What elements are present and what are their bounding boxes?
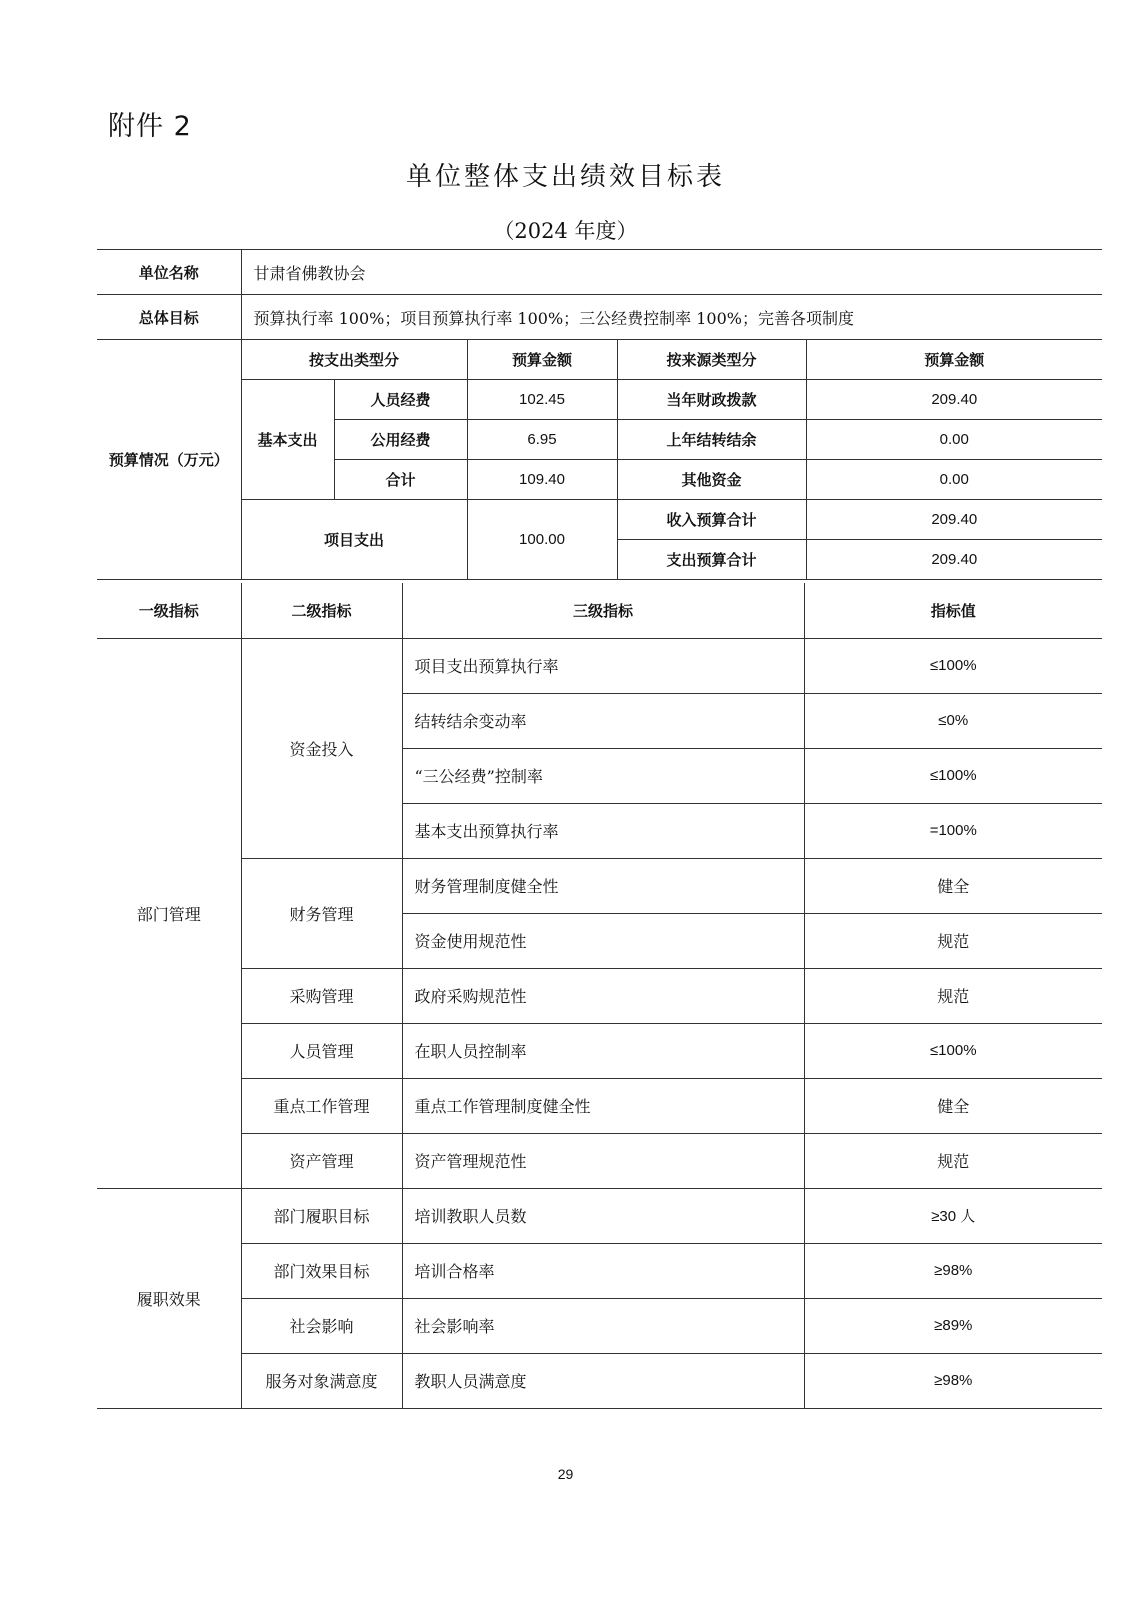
budget-label: 预算情况（万元） xyxy=(97,340,241,580)
level-3-cell: 社会影响率 xyxy=(402,1298,804,1353)
level-2-cell: 部门履职目标 xyxy=(241,1188,402,1243)
project-expense-value: 100.00 xyxy=(467,500,617,580)
indicator-row xyxy=(97,1353,1102,1408)
income-total-value: 209.40 xyxy=(806,500,1102,540)
indicator-row xyxy=(97,968,1102,1023)
indicator-row xyxy=(97,1078,1102,1133)
indicator-row xyxy=(97,1243,1102,1298)
level-3-cell: 资金使用规范性 xyxy=(402,913,804,968)
indicator-row xyxy=(97,638,1102,693)
level-2-cell: 社会影响 xyxy=(241,1298,402,1353)
indicator-row xyxy=(97,858,1102,913)
level-3-cell: 结转结余变动率 xyxy=(402,693,804,748)
level-3-cell: 培训教职人员数 xyxy=(402,1188,804,1243)
header-by-source: 按来源类型分 xyxy=(617,340,806,380)
header-level-1: 一级指标 xyxy=(97,583,241,638)
indicator-value: 健全 xyxy=(804,1078,1102,1133)
header-value: 指标值 xyxy=(804,583,1102,638)
indicator-value: ≤100% xyxy=(804,1023,1102,1078)
indicator-row xyxy=(97,1298,1102,1353)
level-3-cell: “三公经费”控制率 xyxy=(402,748,804,803)
goal-label: 总体目标 xyxy=(97,295,241,340)
level-2-cell: 财务管理 xyxy=(241,858,402,968)
budget-row xyxy=(97,380,1102,420)
level-2-cell: 部门效果目标 xyxy=(241,1243,402,1298)
header-level-2: 二级指标 xyxy=(241,583,402,638)
level-2-cell: 服务对象满意度 xyxy=(241,1353,402,1408)
level-2-cell: 人员管理 xyxy=(241,1023,402,1078)
indicator-row xyxy=(97,1023,1102,1078)
source-3-label: 其他资金 xyxy=(617,460,806,500)
indicator-value: 规范 xyxy=(804,1133,1102,1188)
indicator-value: 健全 xyxy=(804,858,1102,913)
indicator-row xyxy=(97,1188,1102,1243)
level-3-cell: 在职人员控制率 xyxy=(402,1023,804,1078)
page-title: 单位整体支出绩效目标表 xyxy=(405,162,725,192)
goal-row xyxy=(97,295,1102,340)
subtotal-label: 合计 xyxy=(334,460,467,500)
indicator-header-row xyxy=(97,583,1102,638)
indicator-row xyxy=(97,1133,1102,1188)
indicator-value: ≥89% xyxy=(804,1298,1102,1353)
level-3-cell: 财务管理制度健全性 xyxy=(402,858,804,913)
source-1-value: 209.40 xyxy=(806,380,1102,420)
basic-expense-label: 基本支出 xyxy=(241,380,334,500)
indicator-value: ≤100% xyxy=(804,748,1102,803)
goal-value: 预算执行率 100%；项目预算执行率 100%；三公经费控制率 100%；完善各项制度 xyxy=(241,295,1102,340)
public-label: 公用经费 xyxy=(334,420,467,460)
indicator-table xyxy=(97,583,1102,1409)
level-3-cell: 教职人员满意度 xyxy=(402,1353,804,1408)
expense-total-label: 支出预算合计 xyxy=(617,540,806,580)
personnel-label: 人员经费 xyxy=(334,380,467,420)
indicator-value: 规范 xyxy=(804,968,1102,1023)
year-subtitle: （2024 年度） xyxy=(493,219,638,243)
level-2-cell: 资产管理 xyxy=(241,1133,402,1188)
income-total-label: 收入预算合计 xyxy=(617,500,806,540)
header-level-3: 三级指标 xyxy=(402,583,804,638)
unit-value: 甘肃省佛教协会 xyxy=(241,250,1102,295)
level-3-cell: 项目支出预算执行率 xyxy=(402,638,804,693)
subtotal-value: 109.40 xyxy=(467,460,617,500)
attachment-label: 附件 2 xyxy=(108,111,192,142)
indicator-value: =100% xyxy=(804,803,1102,858)
budget-table xyxy=(97,249,1102,580)
level-1-dept-mgmt: 部门管理 xyxy=(97,638,241,1188)
level-1-performance: 履职效果 xyxy=(97,1188,241,1408)
unit-row xyxy=(97,250,1102,295)
level-3-cell: 重点工作管理制度健全性 xyxy=(402,1078,804,1133)
budget-header-row xyxy=(97,340,1102,380)
expense-total-value: 209.40 xyxy=(806,540,1102,580)
indicator-value: ≤0% xyxy=(804,693,1102,748)
indicator-value: ≤100% xyxy=(804,638,1102,693)
level-3-cell: 基本支出预算执行率 xyxy=(402,803,804,858)
level-3-cell: 资产管理规范性 xyxy=(402,1133,804,1188)
personnel-value: 102.45 xyxy=(467,380,617,420)
indicator-value: ≥30 人 xyxy=(804,1188,1102,1243)
source-3-value: 0.00 xyxy=(806,460,1102,500)
indicator-value: ≥98% xyxy=(804,1353,1102,1408)
level-3-cell: 政府采购规范性 xyxy=(402,968,804,1023)
budget-row xyxy=(97,500,1102,540)
source-1-label: 当年财政拨款 xyxy=(617,380,806,420)
public-value: 6.95 xyxy=(467,420,617,460)
header-by-type: 按支出类型分 xyxy=(241,340,467,380)
indicator-value: ≥98% xyxy=(804,1243,1102,1298)
project-expense-label: 项目支出 xyxy=(241,500,467,580)
header-amount-2: 预算金额 xyxy=(806,340,1102,380)
page-number: 29 xyxy=(557,1466,574,1482)
level-2-cell: 重点工作管理 xyxy=(241,1078,402,1133)
level-2-cell: 采购管理 xyxy=(241,968,402,1023)
indicator-value: 规范 xyxy=(804,913,1102,968)
unit-label: 单位名称 xyxy=(97,250,241,295)
header-amount-1: 预算金额 xyxy=(467,340,617,380)
level-2-cell: 资金投入 xyxy=(241,638,402,858)
source-2-label: 上年结转结余 xyxy=(617,420,806,460)
source-2-value: 0.00 xyxy=(806,420,1102,460)
level-3-cell: 培训合格率 xyxy=(402,1243,804,1298)
